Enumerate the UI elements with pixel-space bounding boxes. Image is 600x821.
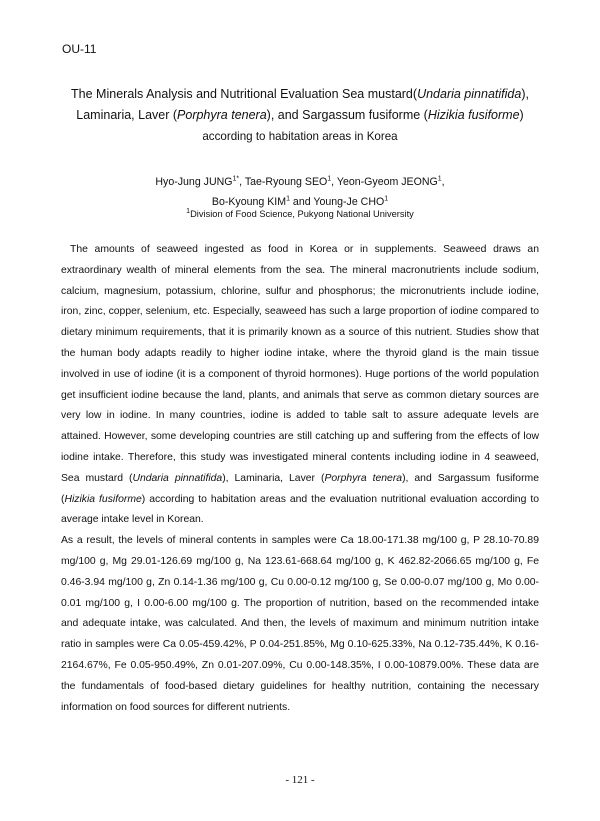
title-line1-end: ), (521, 87, 529, 101)
abstract-paragraph-1 (61, 240, 539, 531)
page-number: - 121 - (285, 774, 315, 786)
author-5: and Young-Je CHO (289, 196, 385, 208)
author-4: Bo-Kyoung KIM (211, 196, 287, 208)
paper-title (55, 84, 545, 147)
title-line2-end: ) (519, 108, 524, 122)
author-2-sup: 1 (327, 175, 332, 183)
author-list (80, 172, 520, 212)
title-line2-text: Laminaria, Laver ( (76, 108, 178, 122)
affiliation-text: Division of Food Science, Pukyong National University (190, 209, 414, 219)
title-line3: according to habitation areas in Korea (202, 130, 398, 143)
author-5-sup: 1 (384, 195, 389, 203)
abstract-p1-text-d: ) according to habitation areas and the evaluation nutritional evaluation according to average intake level in Korean. (61, 493, 539, 526)
title-line2-mid: ), and Sargassum fusiforme ( (266, 108, 428, 122)
session-code: OU-11 (62, 42, 97, 56)
abstract-paragraph-2: As a result, the levels of mineral contents in samples were Ca 18.00-171.38 mg/100 g, P 28.10-70.89 mg/100 g, Mg 29.01-126.69 mg/100 g, Na 123.61-668.64 mg/100 g, K 462.82-2066.65 mg/100 g, Fe 0.46-3.94 mg/100 g, Zn 0.14-1.36 mg/100 g, Cu 0.00-0.12 mg/100 g, Se 0.00-0.07 mg/100 g, Mo 0.00-0.01 mg/100 g, I 0.00-6.00 mg/100 g. The proportion of nutrition, based on the recommended intake and adequate intake, was calculated. And then, the levels of maximum and minimum nutrition intake ratio in samples were Ca 0.05-459.42%, P 0.04-251.85%, Mg 0.10-625.33%, Na 0.12-735.44%, K 0.16-2164.67%, Fe 0.05-950.49%, Zn 0.01-207.09%, Cu 0.00-148.35%, I 0.00-10879.00%. These data are the fundamentals of food-based dietary guidelines for healthy nutrition, containing the necessary information on food sources for different nutrients. (61, 535, 539, 713)
title-line2-italic-1: Porphyra tenera (177, 108, 267, 122)
title-line2-italic-2: Hizikia fusiforme (427, 108, 520, 122)
abstract-p1-italic-1: Undaria pinnatifida (132, 472, 223, 484)
title-line1-italic: Undaria pinnatifida (417, 87, 522, 101)
author-2: , Tae-Ryoung SEO (239, 176, 328, 188)
author-3: , Yeon-Gyeom JEONG (331, 176, 438, 188)
author-3-sup: 1 (437, 175, 442, 183)
affiliation (80, 207, 520, 221)
author-4-sup: 1 (286, 195, 290, 203)
abstract-body (61, 240, 539, 718)
affiliation-sup: 1 (186, 207, 191, 215)
author-1: Hyo-Jung JUNG (155, 176, 233, 188)
abstract-p1-text-c: ), and Sargassum fusiforme ( (61, 472, 539, 505)
abstract-p1-italic-2: Porphyra tenera (324, 472, 403, 484)
title-line1-text: The Minerals Analysis and Nutritional Evaluation Sea mustard( (71, 87, 418, 101)
author-1-sup: 1* (232, 175, 240, 183)
author-3-comma: , (441, 176, 445, 188)
abstract-p1-text-b: ), Laminaria, Laver ( (222, 472, 325, 484)
abstract-p1-text-a: The amounts of seaweed ingested as food in Korea or in supplements. Seaweed draws an extraordinary wealth of mineral elements from the sea. The mineral macronutrients include sodium, calcium, magnesium, potassium, chlorine, sulfur and phosphorus; the micronutrients include iodine, iron, zinc, copper, selenium, etc. Especially, seaweed has such a large proportion of iodine compared to dietary minimum requirements, that it is primarily known as a source of this nutrient. Studies show that the human body adapts readily to higher iodine intake, where the thyroid gland is the main tissue involved in use of iodine (it is a component of thyroid hormones). Huge portions of the world population get insufficient iodine because the land, plants, and animals that serve as common dietary sources are very low in iodine. In many countries, iodine is added to table salt to assure adequate levels are attained. However, some developing countries are still catching up and suffering from the effects of low iodine intake. Therefore, this study was investigated mineral contents including iodine in 4 seaweed, Sea mustard ( (61, 244, 539, 484)
abstract-p1-italic-3: Hizikia fusiforme (64, 493, 142, 505)
